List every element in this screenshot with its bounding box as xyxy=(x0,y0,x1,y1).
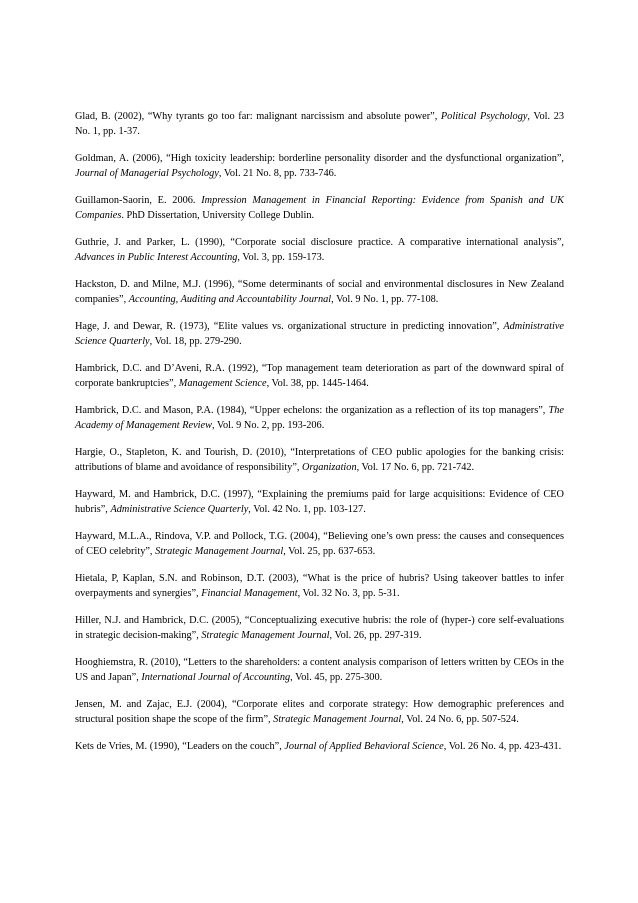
reference-source-title: Political Psychology xyxy=(440,111,528,122)
reference-details: , Vol. 9 No. 2, pp. 193-206. xyxy=(211,419,325,431)
reference-source-title: Strategic Management Journal xyxy=(155,545,284,557)
reference-text: Hackston, D. and Milne, M.J. (1996), “Some determinants of social and environmental disclosures in New Zealand companies”, xyxy=(75,279,564,305)
reference-entry xyxy=(75,362,564,391)
reference-details: , Vol. 3, pp. 159-173. xyxy=(237,251,325,263)
reference-text: Jensen, M. and Zajac, E.J. (2004), “Corporate elites and corporate strategy: How demographic preferences and structural position shape the scope of the firm”, xyxy=(75,699,564,725)
reference-text: Hage, J. and Dewar, R. (1973), “Elite values vs. organizational structure in predicting innovation”, xyxy=(75,321,504,332)
reference-text: Guthrie, J. and Parker, L. (1990), “Corporate social disclosure practice. A comparative international analysis”, xyxy=(75,237,564,248)
reference-entry xyxy=(75,572,564,601)
reference-source-title: International Journal of Accounting xyxy=(141,671,291,683)
reference-text: Hambrick, D.C. and D’Aveni, R.A. (1992), “Top management team deterioration as part of the downward spiral of corporate bankruptcies”, xyxy=(75,363,564,389)
reference-source-title: Administrative Science Quarterly xyxy=(75,321,564,347)
reference-source-title: Journal of Managerial Psychology xyxy=(75,167,219,179)
reference-text: Hayward, M. and Hambrick, D.C. (1997), “Explaining the premiums paid for large acquisitions: Evidence of CEO hubris”, xyxy=(75,489,564,515)
reference-text: Hiller, N.J. and Hambrick, D.C. (2005), “Conceptualizing executive hubris: the role of (hyper-) core self-evaluations in strategic decision-making”, xyxy=(75,615,564,641)
reference-source-title: Accounting, Auditing and Accountability Journal xyxy=(128,293,332,305)
reference-entry xyxy=(75,320,564,349)
reference-details: . PhD Dissertation, University College Dublin. xyxy=(121,209,315,221)
reference-source-title: Impression Management in Financial Reporting: Evidence from Spanish and UK Companies xyxy=(75,195,564,221)
reference-details: , Vol. 26 No. 4, pp. 423-431. xyxy=(443,741,562,752)
reference-entry xyxy=(75,278,564,307)
reference-text: Guillamon-Saorin, E. 2006. xyxy=(75,195,202,206)
reference-text: Hooghiemstra, R. (2010), “Letters to the shareholders: a content analysis comparison of letters written by CEOs in the US and Japan”, xyxy=(75,657,564,683)
reference-source-title: The Academy of Management Review xyxy=(75,405,564,431)
reference-text: Kets de Vries, M. (1990), “Leaders on the couch”, xyxy=(75,741,285,752)
reference-entry xyxy=(75,404,564,433)
reference-entry xyxy=(75,656,564,685)
reference-details: , Vol. 18, pp. 279-290. xyxy=(149,335,242,347)
reference-text: Hargie, O., Stapleton, K. and Tourish, D. (2010), “Interpretations of CEO public apologies for the banking crisis: attributions of blame and avoidance of responsibility”, xyxy=(75,447,564,473)
reference-source-title: Financial Management xyxy=(201,587,298,599)
reference-text: Hayward, M.L.A., Rindova, V.P. and Pollock, T.G. (2004), “Believing one’s own press: the causes and consequences of CEO celebrity”, xyxy=(75,531,564,557)
reference-entry xyxy=(75,530,564,559)
reference-source-title: Strategic Management Journal xyxy=(201,629,330,641)
reference-entry xyxy=(75,488,564,517)
reference-list xyxy=(75,110,564,768)
reference-source-title: Advances in Public Interest Accounting xyxy=(75,251,238,263)
reference-entry xyxy=(75,194,564,223)
reference-source-title: Organization xyxy=(302,461,357,473)
reference-details: , Vol. 25, pp. 637-653. xyxy=(283,545,376,557)
reference-details: , Vol. 38, pp. 1445-1464. xyxy=(266,377,369,389)
reference-details: , Vol. 17 No. 6, pp. 721-742. xyxy=(356,461,475,473)
reference-entry xyxy=(75,614,564,643)
reference-entry xyxy=(75,698,564,727)
reference-details: , Vol. 32 No. 3, pp. 5-31. xyxy=(297,587,400,599)
reference-details: , Vol. 9 No. 1, pp. 77-108. xyxy=(331,293,439,305)
reference-source-title: Journal of Applied Behavioral Science xyxy=(284,741,444,752)
reference-text: Hambrick, D.C. and Mason, P.A. (1984), “Upper echelons: the organization as a reflection of its top managers”, xyxy=(75,405,549,416)
reference-source-title: Management Science xyxy=(178,377,267,389)
reference-text: Hietala, P, Kaplan, S.N. and Robinson, D.T. (2003), “What is the price of hubris? Using takeover battles to infer overpayments and synergies”, xyxy=(75,573,564,599)
reference-details: , Vol. 21 No. 8, pp. 733-746. xyxy=(218,167,337,179)
reference-details: , Vol. 24 No. 6, pp. 507-524. xyxy=(401,713,519,725)
reference-entry xyxy=(75,446,564,475)
reference-details: , Vol. 45, pp. 275-300. xyxy=(290,671,383,683)
reference-details: , Vol. 23 No. 1, pp. 1-37. xyxy=(75,111,564,137)
reference-text: Goldman, A. (2006), “High toxicity leadership: borderline personality disorder and the dysfunctional organization”, xyxy=(75,153,564,164)
reference-entry xyxy=(75,110,564,139)
reference-source-title: Strategic Management Journal xyxy=(273,713,402,725)
reference-source-title: Administrative Science Quarterly xyxy=(110,503,249,515)
reference-entry xyxy=(75,152,564,181)
reference-details: , Vol. 42 No. 1, pp. 103-127. xyxy=(248,503,366,515)
reference-entry xyxy=(75,236,564,265)
reference-details: , Vol. 26, pp. 297-319. xyxy=(329,629,422,641)
reference-text: Glad, B. (2002), “Why tyrants go too far: malignant narcissism and absolute power”, xyxy=(75,111,441,122)
reference-entry xyxy=(75,740,564,755)
